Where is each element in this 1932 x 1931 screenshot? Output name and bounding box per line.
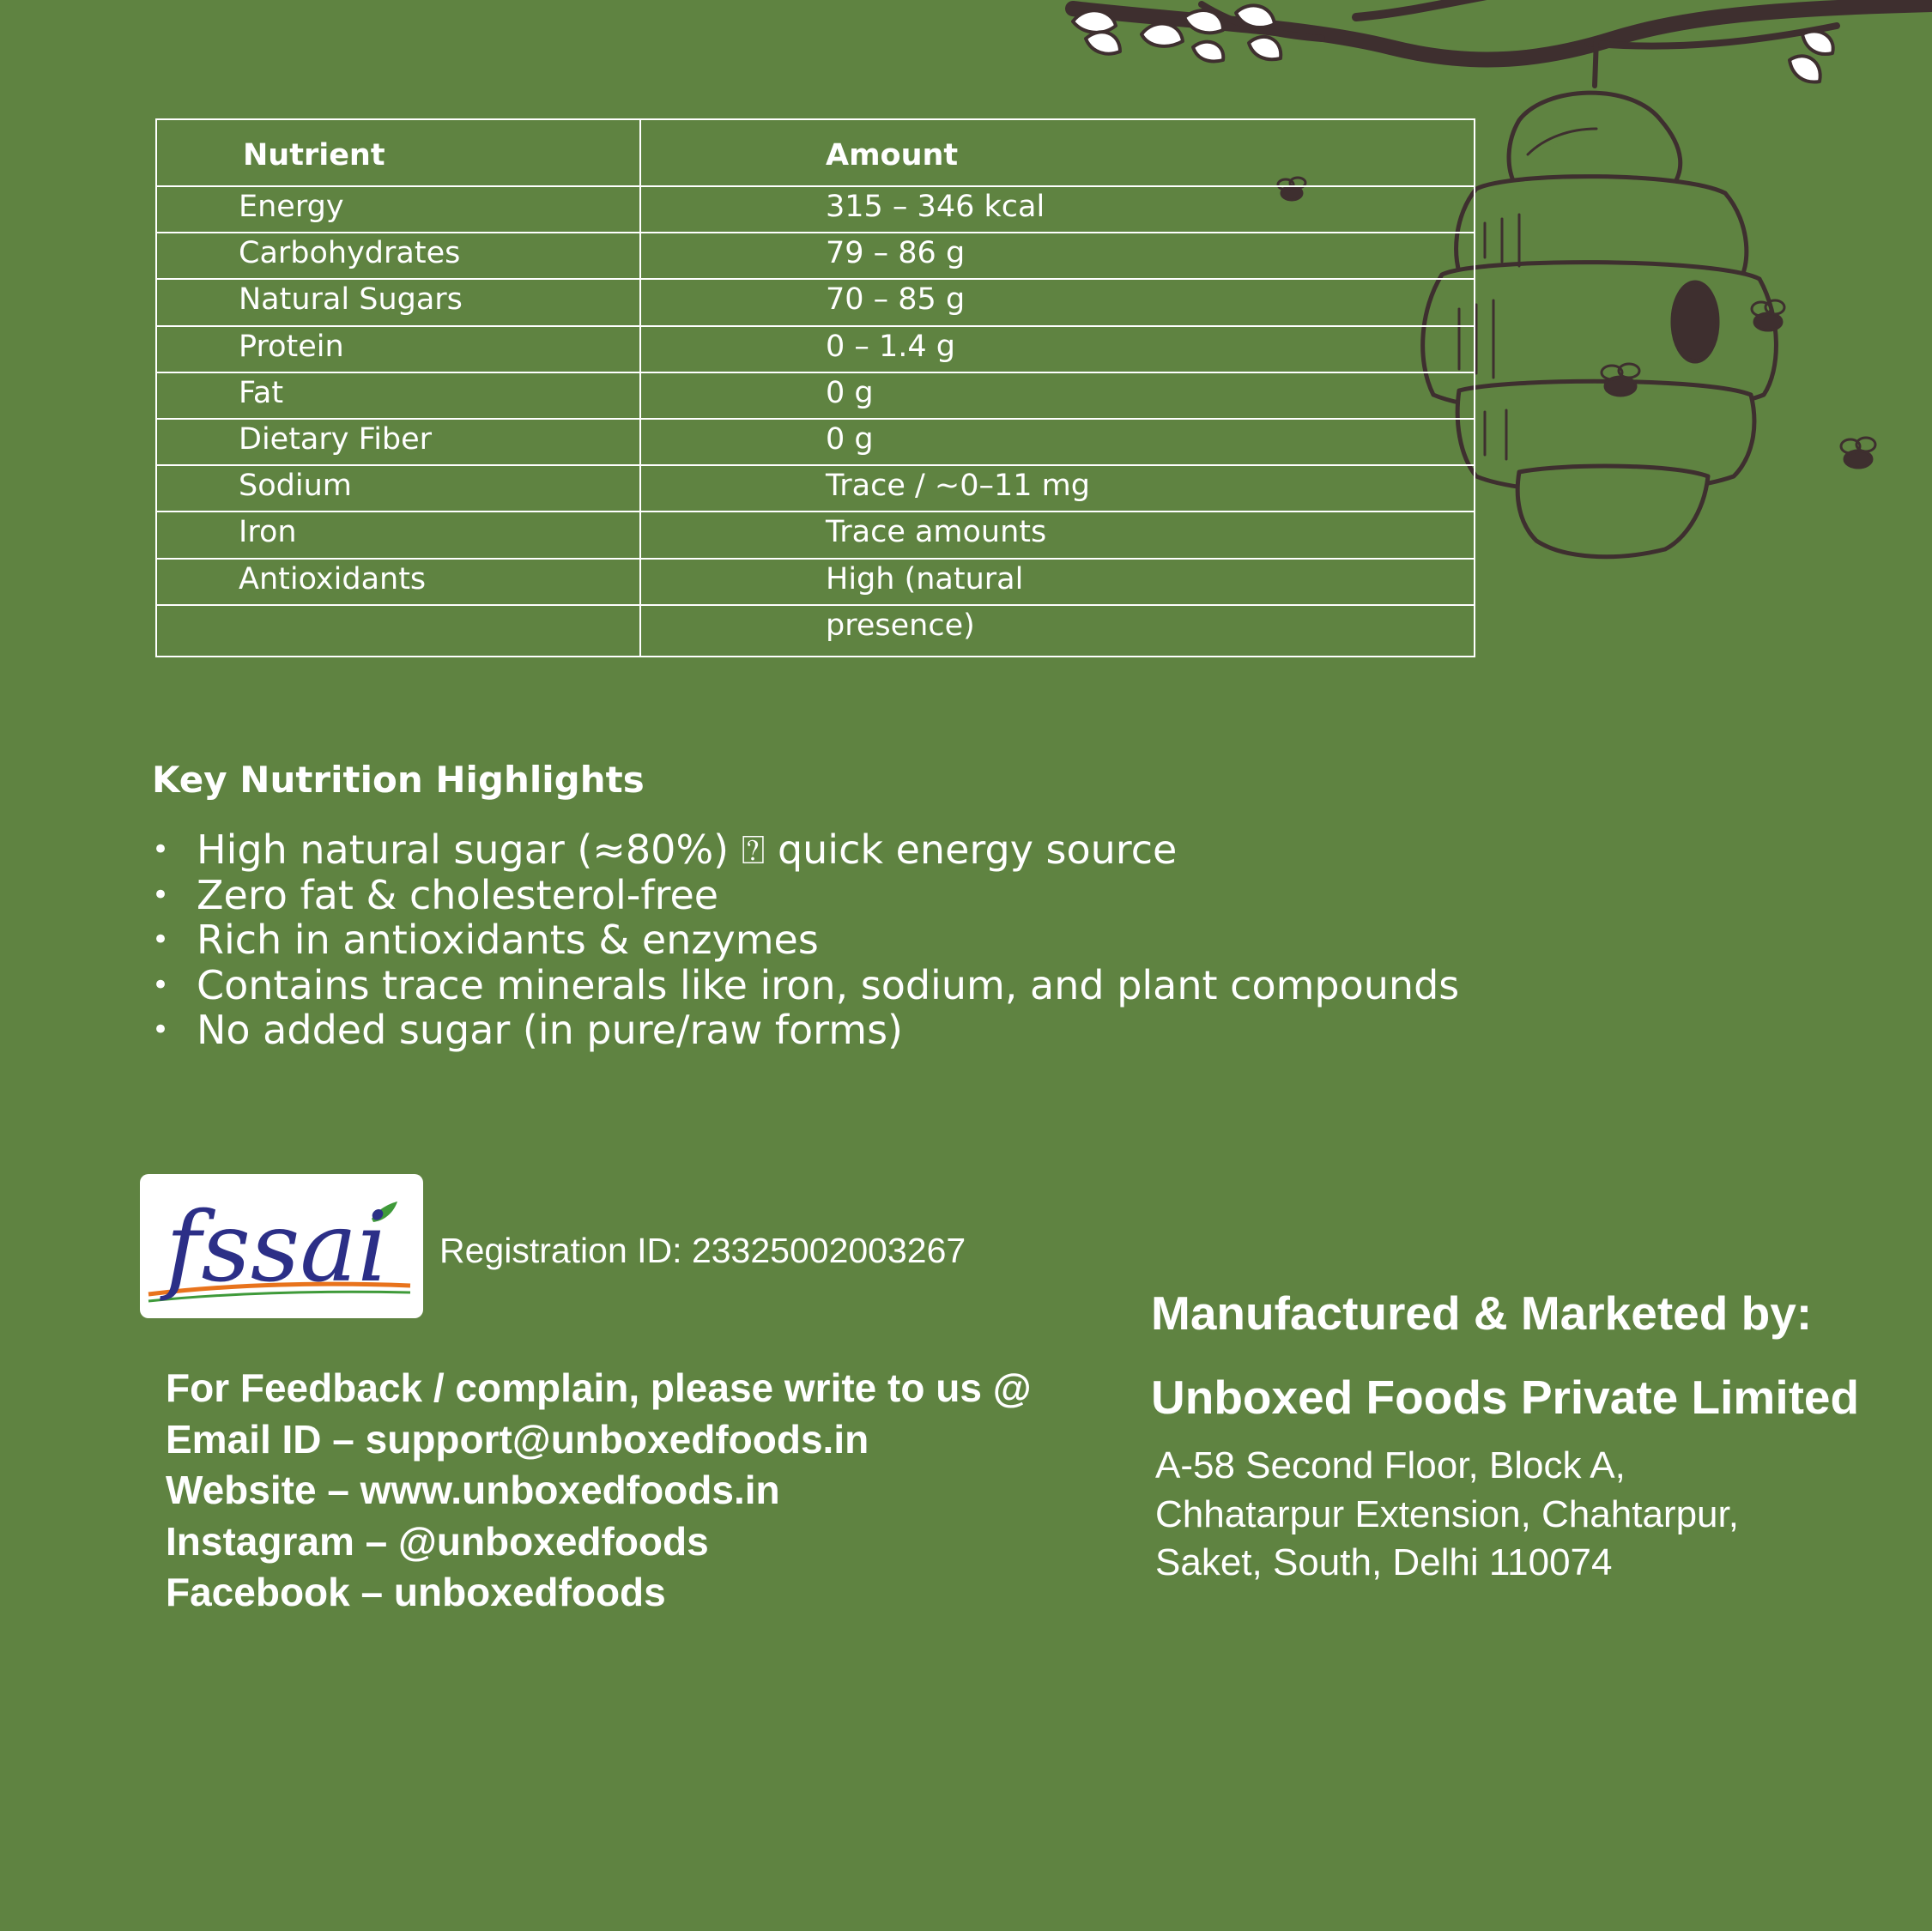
nutrient-cell: Carbohydrates: [156, 233, 640, 279]
address-block: [1155, 1442, 1739, 1588]
bee-icon: [1841, 438, 1875, 468]
company-name: Unboxed Foods Private Limited: [1151, 1371, 1860, 1424]
instagram-text: Instagram – @unboxedfoods: [166, 1518, 709, 1564]
nutrient-cell: Sodium: [156, 465, 640, 512]
nutrition-table: [155, 118, 1475, 657]
amount-cell: Trace amounts: [640, 512, 1475, 558]
nutrient-cell: Energy: [156, 186, 640, 233]
amount-column-header: Amount: [640, 119, 1475, 186]
registration-id: Registration ID: 23325002003267: [439, 1231, 966, 1270]
fssai-logo-text: fssai: [166, 1192, 388, 1304]
amount-cell: 0 g: [640, 419, 1475, 465]
amount-cell: 70 – 85 g: [640, 279, 1475, 325]
nutrient-cell: Antioxidants: [156, 559, 640, 605]
facebook-text: Facebook – unboxedfoods: [166, 1570, 666, 1614]
amount-cell: Trace / ~0–11 mg: [640, 465, 1475, 512]
nutrient-cell: [156, 605, 640, 657]
table-row: [156, 279, 1475, 325]
nutrient-cell: Iron: [156, 512, 640, 558]
amount-cell: 79 – 86 g: [640, 233, 1475, 279]
email-text: Email ID – support@unboxedfoods.in: [166, 1416, 869, 1462]
nutrient-cell: Protein: [156, 326, 640, 372]
fssai-logo: [140, 1174, 423, 1318]
nutrient-cell: Dietary Fiber: [156, 419, 640, 465]
amount-cell: 0 – 1.4 g: [640, 326, 1475, 372]
address-line: Saket, South, Delhi 110074: [1155, 1541, 1613, 1583]
list-item: • Rich in antioxidants & enzymes: [152, 917, 1459, 963]
highlights-list: [152, 827, 1459, 1053]
amount-cell: High (natural: [640, 559, 1475, 605]
nutrient-column-header: Nutrient: [156, 119, 640, 186]
table-row: [156, 233, 1475, 279]
list-item: • No added sugar (in pure/raw forms): [152, 1008, 1459, 1053]
table-row: [156, 605, 1475, 657]
contact-block: [166, 1363, 1032, 1619]
table-row: [156, 512, 1475, 558]
beehive-icon: [1423, 93, 1777, 557]
table-row: [156, 419, 1475, 465]
table-row: [156, 465, 1475, 512]
table-row: [156, 186, 1475, 233]
manufacturer-heading: Manufactured & Marketed by:: [1151, 1286, 1813, 1340]
nutrient-cell: Natural Sugars: [156, 279, 640, 325]
nutrient-cell: Fat: [156, 372, 640, 419]
amount-cell: presence): [640, 605, 1475, 657]
table-header-row: [156, 119, 1475, 186]
feedback-text: For Feedback / complain, please write to us @: [166, 1365, 1032, 1410]
address-line: A-58 Second Floor, Block A,: [1155, 1444, 1626, 1486]
table-row: [156, 326, 1475, 372]
list-item: • Contains trace minerals like iron, sodium, and plant compounds: [152, 963, 1459, 1008]
table-row: [156, 372, 1475, 419]
table-row: [156, 559, 1475, 605]
amount-cell: 315 – 346 kcal: [640, 186, 1475, 233]
website-text: Website – www.unboxedfoods.in: [166, 1468, 780, 1512]
list-item: • High natural sugar (≈80%) ⍰ quick energy source: [152, 827, 1459, 873]
address-line: Chhatarpur Extension, Chahtarpur,: [1155, 1492, 1739, 1535]
highlights-title: Key Nutrition Highlights: [152, 759, 645, 801]
amount-cell: 0 g: [640, 372, 1475, 419]
list-item: • Zero fat & cholesterol-free: [152, 873, 1459, 918]
